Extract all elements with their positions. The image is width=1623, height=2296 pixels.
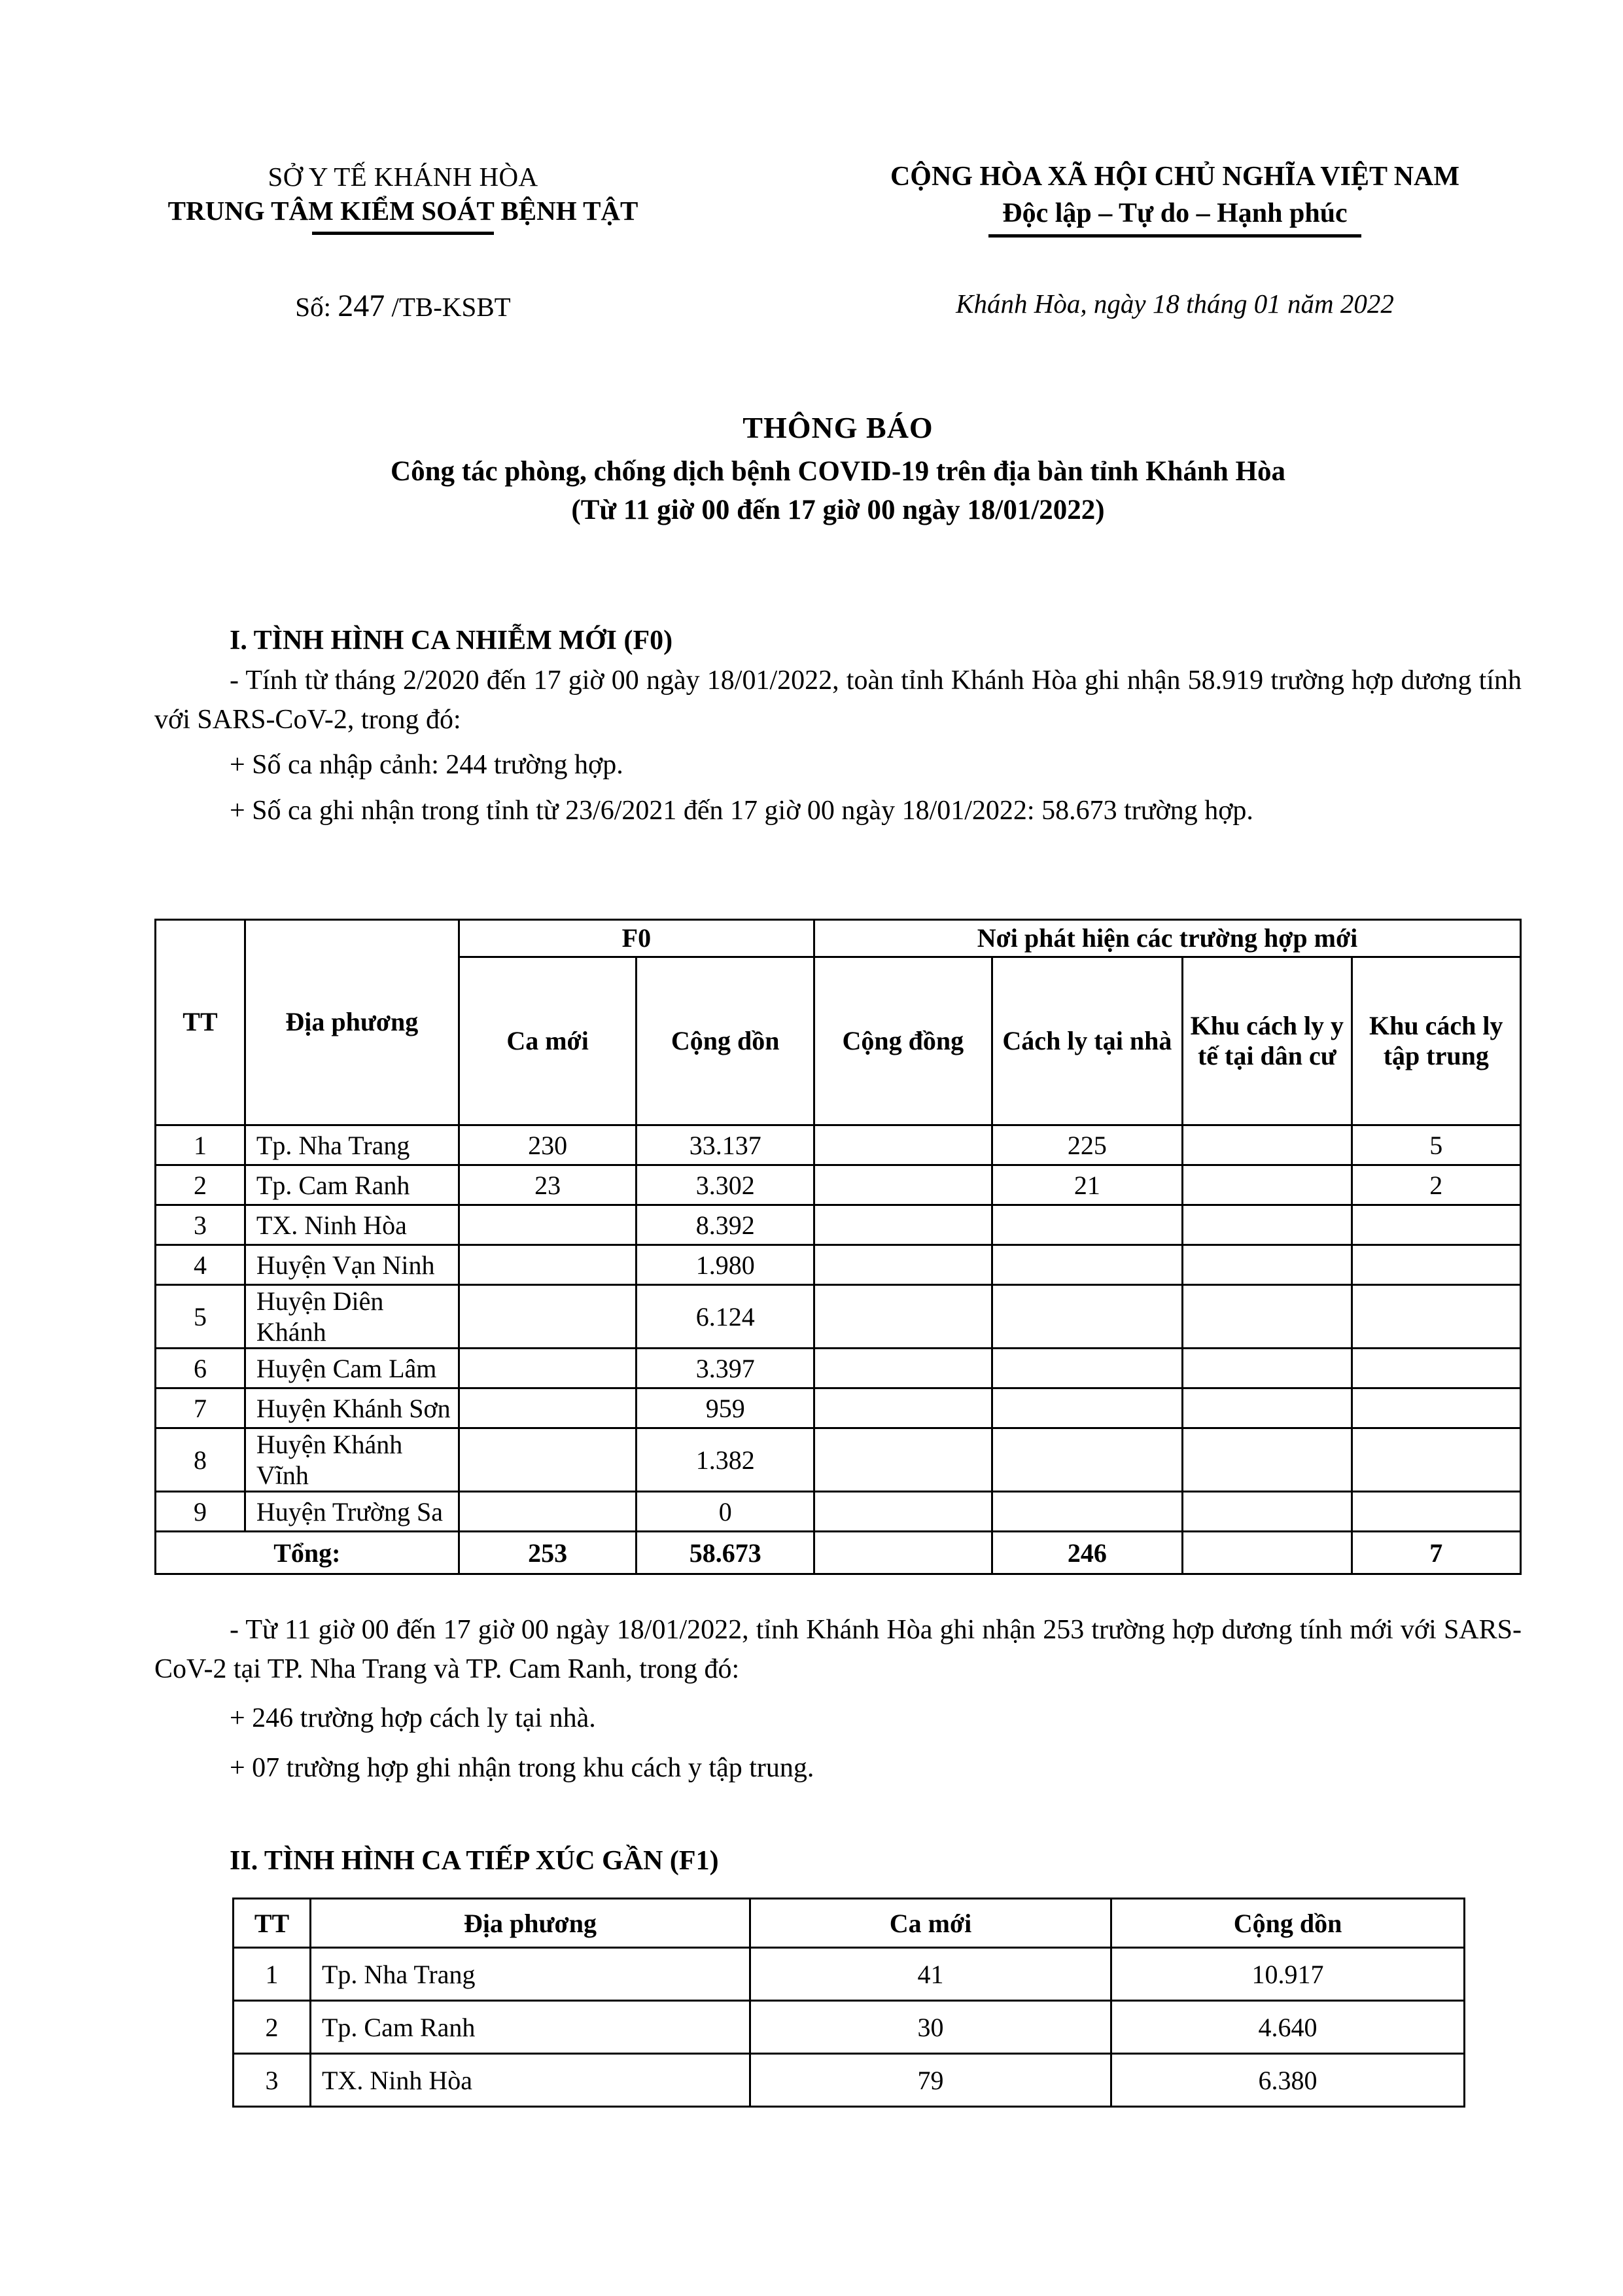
f0-group-header-row: [156, 920, 1521, 957]
cell-cong-don: 1.382: [637, 1428, 814, 1492]
cell-tt: 3: [156, 1205, 245, 1245]
col-header-tt: TT: [156, 920, 245, 1125]
section-1-paragraph-1: - Tính từ tháng 2/2020 đến 17 giờ 00 ngày 18/01/2022, toàn tỉnh Khánh Hòa ghi nhận 58.919 trường hợp dương tính với SARS-CoV-2, trong đó:: [154, 665, 1522, 735]
cell-cach-ly-tai-nha: [992, 1388, 1183, 1428]
cell-tt: 8: [156, 1428, 245, 1492]
group-header-detection-site: Nơi phát hiện các trường hợp mới: [814, 920, 1521, 957]
cell-cach-ly-tai-nha: [992, 1245, 1183, 1285]
cell-ca-moi: 79: [750, 2054, 1111, 2107]
cell-cach-ly-tai-nha: [992, 1285, 1183, 1349]
cell-place: Huyện Vạn Ninh: [245, 1245, 459, 1285]
letterhead-national: [828, 161, 1522, 238]
cell-place: Huyện Diên Khánh: [245, 1285, 459, 1349]
cell-ca-moi: 230: [459, 1125, 637, 1165]
cell-cach-ly-tai-nha: [992, 1349, 1183, 1388]
doc-number: [154, 288, 652, 324]
col-header-cong-don: Cộng dồn: [1111, 1899, 1465, 1948]
cell-khu-cach-ly-tap-trung: 2: [1352, 1165, 1520, 1205]
cell-place: Tp. Nha Trang: [311, 1948, 750, 2001]
f1-table-container: [232, 1898, 1465, 2108]
table-row: [156, 1492, 1521, 1532]
cell-khu-cach-ly-tap-trung: [1352, 1349, 1520, 1388]
cell-ca-moi: [459, 1205, 637, 1245]
f1-column-header-row: [234, 1899, 1465, 1948]
cell-cach-ly-tai-nha: 21: [992, 1165, 1183, 1205]
cell-cong-dong: [814, 1245, 992, 1285]
cell-cach-ly-tai-nha: [992, 1205, 1183, 1245]
cell-cong-don: 6.124: [637, 1285, 814, 1349]
cell-place: TX. Ninh Hòa: [245, 1205, 459, 1245]
cell-ca-moi: [459, 1285, 637, 1349]
cell-cach-ly-tai-nha: [992, 1492, 1183, 1532]
table-row: [234, 1948, 1465, 2001]
letterhead-issuer: [154, 161, 652, 235]
cell-ca-moi: [459, 1492, 637, 1532]
col-header-place: Địa phương: [245, 920, 459, 1125]
f0-table-body: [156, 1125, 1521, 1574]
table-row: [156, 1349, 1521, 1388]
cell-khu-cach-ly-tap-trung: [1352, 1428, 1520, 1492]
cell-place: TX. Ninh Hòa: [311, 2054, 750, 2107]
national-name: CỘNG HÒA XÃ HỘI CHỦ NGHĨA VIỆT NAM: [890, 162, 1460, 192]
cell-tt: 2: [234, 2001, 311, 2054]
cell-cong-don: 1.980: [637, 1245, 814, 1285]
cell-ca-moi: [459, 1388, 637, 1428]
col-header-cach-ly-tai-nha: Cách ly tại nhà: [992, 957, 1183, 1125]
cell-cong-don: 959: [637, 1388, 814, 1428]
section-1-heading: I. TÌNH HÌNH CA NHIỄM MỚI (F0): [230, 626, 673, 656]
col-header-khu-cach-ly-tap-trung: Khu cách ly tập trung: [1352, 957, 1520, 1125]
doc-number-date-row: [154, 288, 1522, 324]
cell-cong-dong: [814, 1165, 992, 1205]
cell-tt: 2: [156, 1165, 245, 1205]
cell-khu-cach-ly-tap-trung: [1352, 1492, 1520, 1532]
f1-table: [232, 1898, 1465, 2108]
cell-place: Tp. Nha Trang: [245, 1125, 459, 1165]
cell-tt: 7: [156, 1388, 245, 1428]
cell-place: Huyện Khánh Vĩnh: [245, 1428, 459, 1492]
cell-cong-dong: [814, 1388, 992, 1428]
cell-place: Tp. Cam Ranh: [311, 2001, 750, 2054]
col-header-cong-don: Cộng dồn: [637, 957, 814, 1125]
section-new-cases-summary: [154, 1611, 1522, 1788]
cell-cong-dong: [814, 1285, 992, 1349]
issuer-office: TRUNG TÂM KIỂM SOÁT BỆNH TẬT: [167, 196, 638, 226]
cell-khu-cach-ly-tap-trung: [1352, 1388, 1520, 1428]
section-new-cases: [154, 625, 1522, 831]
cell-cong-dong: [814, 1349, 992, 1388]
cell-khu-cach-ly-tap-trung: [1352, 1205, 1520, 1245]
group-header-f0: F0: [459, 920, 814, 957]
table-row: [156, 1125, 1521, 1165]
cell-cong-don: 4.640: [1111, 2001, 1465, 2054]
cell-cong-don: 3.397: [637, 1349, 814, 1388]
cell-khu-cach-ly-tap-trung: [1352, 1285, 1520, 1349]
cell-ca-moi: 41: [750, 1948, 1111, 2001]
cell-place: Huyện Khánh Sơn: [245, 1388, 459, 1428]
f0-table-container: [154, 919, 1522, 1575]
title-subtitle-2: (Từ 11 giờ 00 đến 17 giờ 00 ngày 18/01/2022): [571, 495, 1105, 526]
f0-table-head: [156, 920, 1521, 1125]
cell-tt: 4: [156, 1245, 245, 1285]
cell-cong-don: 0: [637, 1492, 814, 1532]
cell-cong-don: 33.137: [637, 1125, 814, 1165]
cell-khu-cach-ly-y-te: [1183, 1349, 1352, 1388]
section-2-heading: II. TÌNH HÌNH CA TIẾP XÚC GẦN (F1): [230, 1846, 719, 1876]
col-header-tt: TT: [234, 1899, 311, 1948]
cell-cong-don: 6.380: [1111, 2054, 1465, 2107]
section-1-paragraph-2: + Số ca nhập cảnh: 244 trường hợp.: [230, 750, 623, 781]
table-row: [234, 2054, 1465, 2107]
cell-ca-moi: [459, 1349, 637, 1388]
document-title-block: [154, 409, 1522, 529]
national-divider: [988, 234, 1361, 238]
cell-khu-cach-ly-y-te: [1183, 1492, 1352, 1532]
cell-total-cach-ly-tai-nha: 246: [992, 1532, 1183, 1574]
cell-cach-ly-tai-nha: 225: [992, 1125, 1183, 1165]
cell-khu-cach-ly-tap-trung: [1352, 1245, 1520, 1285]
section-1b-paragraph-2: + 246 trường hợp cách ly tại nhà.: [230, 1703, 596, 1734]
cell-tt: 3: [234, 2054, 311, 2107]
cell-total-khu-cach-ly-tap-trung: 7: [1352, 1532, 1520, 1574]
col-header-ca-moi: Ca mới: [459, 957, 637, 1125]
doc-number-prefix: Số:: [295, 292, 331, 322]
issuer-divider: [312, 232, 494, 235]
doc-number-value: 247: [338, 289, 385, 323]
cell-tt: 1: [156, 1125, 245, 1165]
cell-place: Huyện Trường Sa: [245, 1492, 459, 1532]
col-header-ca-moi: Ca mới: [750, 1899, 1111, 1948]
cell-total-khu-cach-ly-y-te: [1183, 1532, 1352, 1574]
cell-khu-cach-ly-y-te: [1183, 1165, 1352, 1205]
doc-number-suffix: /TB-KSBT: [391, 292, 511, 322]
cell-cach-ly-tai-nha: [992, 1428, 1183, 1492]
f0-table: [154, 919, 1522, 1575]
col-header-cong-dong: Cộng đồng: [814, 957, 992, 1125]
cell-khu-cach-ly-y-te: [1183, 1388, 1352, 1428]
cell-khu-cach-ly-tap-trung: 5: [1352, 1125, 1520, 1165]
section-close-contacts: [154, 1845, 1522, 1877]
cell-cong-don: 10.917: [1111, 1948, 1465, 2001]
cell-total-label: Tổng:: [156, 1532, 459, 1574]
table-total-row: [156, 1532, 1521, 1574]
cell-ca-moi: [459, 1428, 637, 1492]
section-1-paragraph-3: + Số ca ghi nhận trong tỉnh từ 23/6/2021 đến 17 giờ 00 ngày 18/01/2022: 58.673 trường hợp.: [230, 795, 1253, 826]
cell-khu-cach-ly-y-te: [1183, 1285, 1352, 1349]
cell-khu-cach-ly-y-te: [1183, 1125, 1352, 1165]
cell-ca-moi: 23: [459, 1165, 637, 1205]
page-title: THÔNG BÁO: [742, 411, 934, 444]
cell-khu-cach-ly-y-te: [1183, 1245, 1352, 1285]
title-subtitle-1: Công tác phòng, chống dịch bệnh COVID-19 trên địa bàn tỉnh Khánh Hòa: [391, 455, 1285, 487]
section-1b-paragraph-1: - Từ 11 giờ 00 đến 17 giờ 00 ngày 18/01/2022, tỉnh Khánh Hòa ghi nhận 253 trường hợp dương tính mới với SARS-CoV-2 tại TP. Nha Trang và TP. Cam Ranh, trong đó:: [154, 1615, 1522, 1684]
cell-total-cong-dong: [814, 1532, 992, 1574]
col-header-khu-cach-ly-y-te: Khu cách ly y tế tại dân cư: [1183, 957, 1352, 1125]
cell-khu-cach-ly-y-te: [1183, 1428, 1352, 1492]
table-row: [156, 1245, 1521, 1285]
section-1b-paragraph-3: + 07 trường hợp ghi nhận trong khu cách y tập trung.: [230, 1752, 814, 1783]
table-row: [156, 1428, 1521, 1492]
col-header-place: Địa phương: [311, 1899, 750, 1948]
cell-tt: 5: [156, 1285, 245, 1349]
table-row: [156, 1285, 1521, 1349]
cell-place: Tp. Cam Ranh: [245, 1165, 459, 1205]
cell-khu-cach-ly-y-te: [1183, 1205, 1352, 1245]
cell-tt: 6: [156, 1349, 245, 1388]
cell-cong-dong: [814, 1428, 992, 1492]
table-row: [234, 2001, 1465, 2054]
cell-total-ca-moi: 253: [459, 1532, 637, 1574]
cell-tt: 1: [234, 1948, 311, 2001]
f1-table-head: [234, 1899, 1465, 1948]
cell-cong-don: 3.302: [637, 1165, 814, 1205]
cell-cong-dong: [814, 1492, 992, 1532]
cell-tt: 9: [156, 1492, 245, 1532]
doc-place-date: Khánh Hòa, ngày 18 tháng 01 năm 2022: [956, 289, 1394, 319]
cell-cong-don: 8.392: [637, 1205, 814, 1245]
national-motto: Độc lập – Tự do – Hạnh phúc: [1002, 198, 1348, 228]
f1-table-body: [234, 1948, 1465, 2107]
cell-ca-moi: [459, 1245, 637, 1285]
cell-total-cong-don: 58.673: [637, 1532, 814, 1574]
cell-ca-moi: 30: [750, 2001, 1111, 2054]
cell-place: Huyện Cam Lâm: [245, 1349, 459, 1388]
letterhead: [154, 161, 1522, 238]
table-row: [156, 1165, 1521, 1205]
issuer-department: SỞ Y TẾ KHÁNH HÒA: [268, 162, 538, 192]
table-row: [156, 1205, 1521, 1245]
cell-cong-dong: [814, 1125, 992, 1165]
cell-cong-dong: [814, 1205, 992, 1245]
table-row: [156, 1388, 1521, 1428]
